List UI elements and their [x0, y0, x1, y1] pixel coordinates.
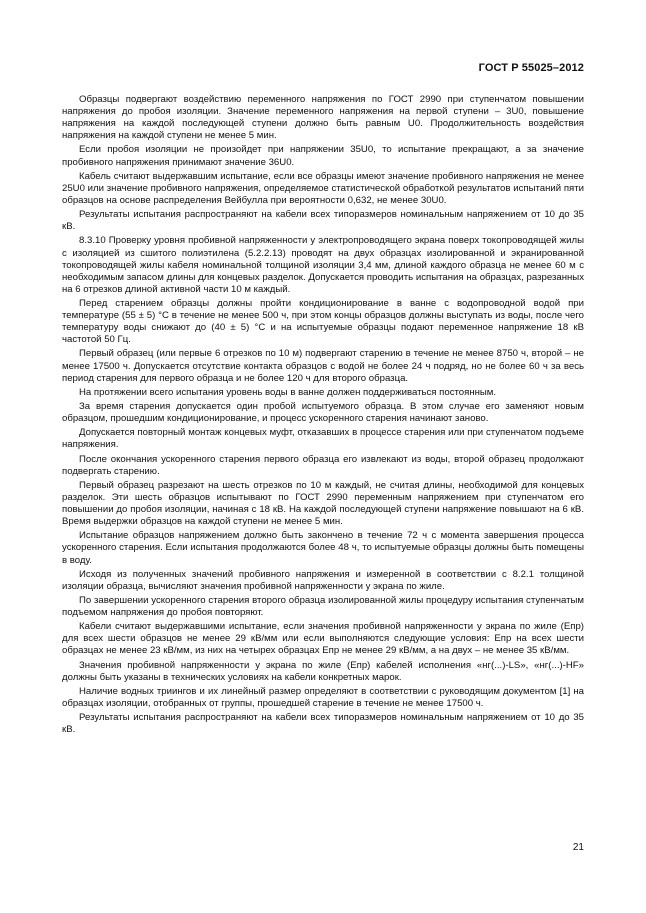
- paragraph: Допускается повторный монтаж концевых муфт, отказавших в процессе старения или при ступенчатом подъеме напряжения.: [62, 427, 584, 451]
- paragraph: За время старения допускается один пробой испытуемого образца. В этом случае его заменяют новым образцом, прошедшим кондиционирование, и процесс ускоренного старения начинают заново.: [62, 401, 584, 425]
- paragraph: Кабель считают выдержавшим испытание, если все образцы имеют значение пробивного напряжения не менее 25U0 или значение пробивного напряжения, определяемое статистической обработкой результатов испытаний пяти образцов на основе распределения Вейбулла при вероятности 0,632, не менее 30U0.: [62, 170, 584, 206]
- paragraph: Первый образец (или первые 6 отрезков по 10 м) подвергают старению в течение не менее 8750 ч, второй – не менее 17500 ч. Допускается отсутствие контакта образцов с водой не более 24 ч подряд, но не более 60 ч за весь период старения для первого образца и не более 120 ч для второго образца.: [62, 348, 584, 384]
- paragraph: Наличие водных триингов и их линейный размер определяют в соответствии с руководящим документом [1] на образцах изоляции, отобранных от группы, прошедшей старение в течение не менее 17500 ч.: [62, 685, 584, 709]
- paragraph: Образцы подвергают воздействию переменного напряжения по ГОСТ 2990 при ступенчатом повышении напряжения до пробоя изоляции. Значение переменного напряжения на первой ступени – 3U0, повышение напряжения на каждой последующей ступени должно быть равным U0. Продолжительность воздействия напряжения на каждой ступени не менее 5 мин.: [62, 94, 584, 142]
- paragraph: По завершении ускоренного старения второго образца изолированной жилы процедуру испытания ступенчатым подъемом напряжения до пробоя повторяют.: [62, 594, 584, 619]
- paragraph: На протяжении всего испытания уровень воды в ванне должен поддерживаться постоянным.: [79, 386, 497, 398]
- paragraph: После окончания ускоренного старения первого образца его извлекают из воды, второй образец продолжают подвергать старению.: [62, 453, 584, 477]
- paragraph: Результаты испытания распространяют на кабели всех типоразмеров номинальным напряжением от 10 до 35 кВ.: [62, 209, 584, 233]
- paragraph: Результаты испытания распространяют на кабели всех типоразмеров номинальным напряжением от 10 до 35 кВ.: [62, 712, 584, 736]
- paragraph: 8.3.10 Проверку уровня пробивной напряженности у электропроводящего экрана поверх токопроводящей жилы с изоляцией из сшитого полиэтилена (5.2.2.13) проводят на двух образцах изолированной и экранированной токопроводящей жилы кабеля номинальной толщиной изоляции 3,4 мм, длиной каждого образца не менее 60 м с необходимым запасом длины для концевых разделок. Допускается проводить испытания на образцах, разрезанных на 6 отрезков длиной активной части 10 м каждый.: [62, 235, 584, 295]
- page-number: 21: [572, 842, 584, 853]
- paragraph: Испытание образцов напряжением должно быть закончено в течение 72 ч с момента завершения процесса ускоренного старения. Если испытания продолжаются более 48 ч, то испытуемые образцы должны быть помещены в воду.: [62, 530, 584, 566]
- document-body: [62, 94, 584, 736]
- paragraph: Перед старением образцы должны пройти кондиционирование в ванне с водопроводной водой при температуре (55 ± 5) °С в течение не менее 500 ч, при этом концы образцов должны выступать из воды, после чего температуру воды снижают до (40 ± 5) °С и на испытуемые образцы подают переменное напряжение 18 кВ частотой 50 Гц.: [62, 297, 584, 346]
- paragraph: Если пробоя изоляции не произойдет при напряжении 35U0, то испытание прекращают, а за значение пробивного напряжения принимают значение 36U0.: [62, 144, 584, 168]
- paragraph: Первый образец разрезают на шесть отрезков по 10 м каждый, не считая длины, необходимой для концевых разделок. Эти шесть образцов испытывают по ГОСТ 2990 переменным напряжением при ступенчатом его повышении до пробоя изоляции, начиная с 18 кВ. На каждой последующей ступени напряжение повышают на 6 кВ. Время выдержки образцов на каждой ступени не менее 5 мин.: [62, 479, 584, 528]
- document-header: ГОСТ Р 55025–2012: [478, 62, 584, 74]
- paragraph: Исходя из полученных значений пробивного напряжения и измеренной в соответствии с 8.2.1 толщиной изоляции образца, вычисляют значения пробивной напряженности у экрана по жиле.: [62, 568, 584, 592]
- paragraph: Кабели считают выдержавшими испытание, если значения пробивной напряженности у экрана по жиле (Епр) для всех шести образцов не менее 29 кВ/мм или если выполняются следующие условия: Епр на всех шести образцах не менее 23 кВ/мм, из них на четырех образцах Епр не менее 29 кВ/мм, а на двух – не менее 35 кВ/мм.: [62, 621, 584, 657]
- paragraph: Значения пробивной напряженности у экрана по жиле (Епр) кабелей исполнения «нг(...)-LS», «нг(...)-HF» должны быть указаны в технических условиях на кабели конкретных марок.: [62, 659, 584, 683]
